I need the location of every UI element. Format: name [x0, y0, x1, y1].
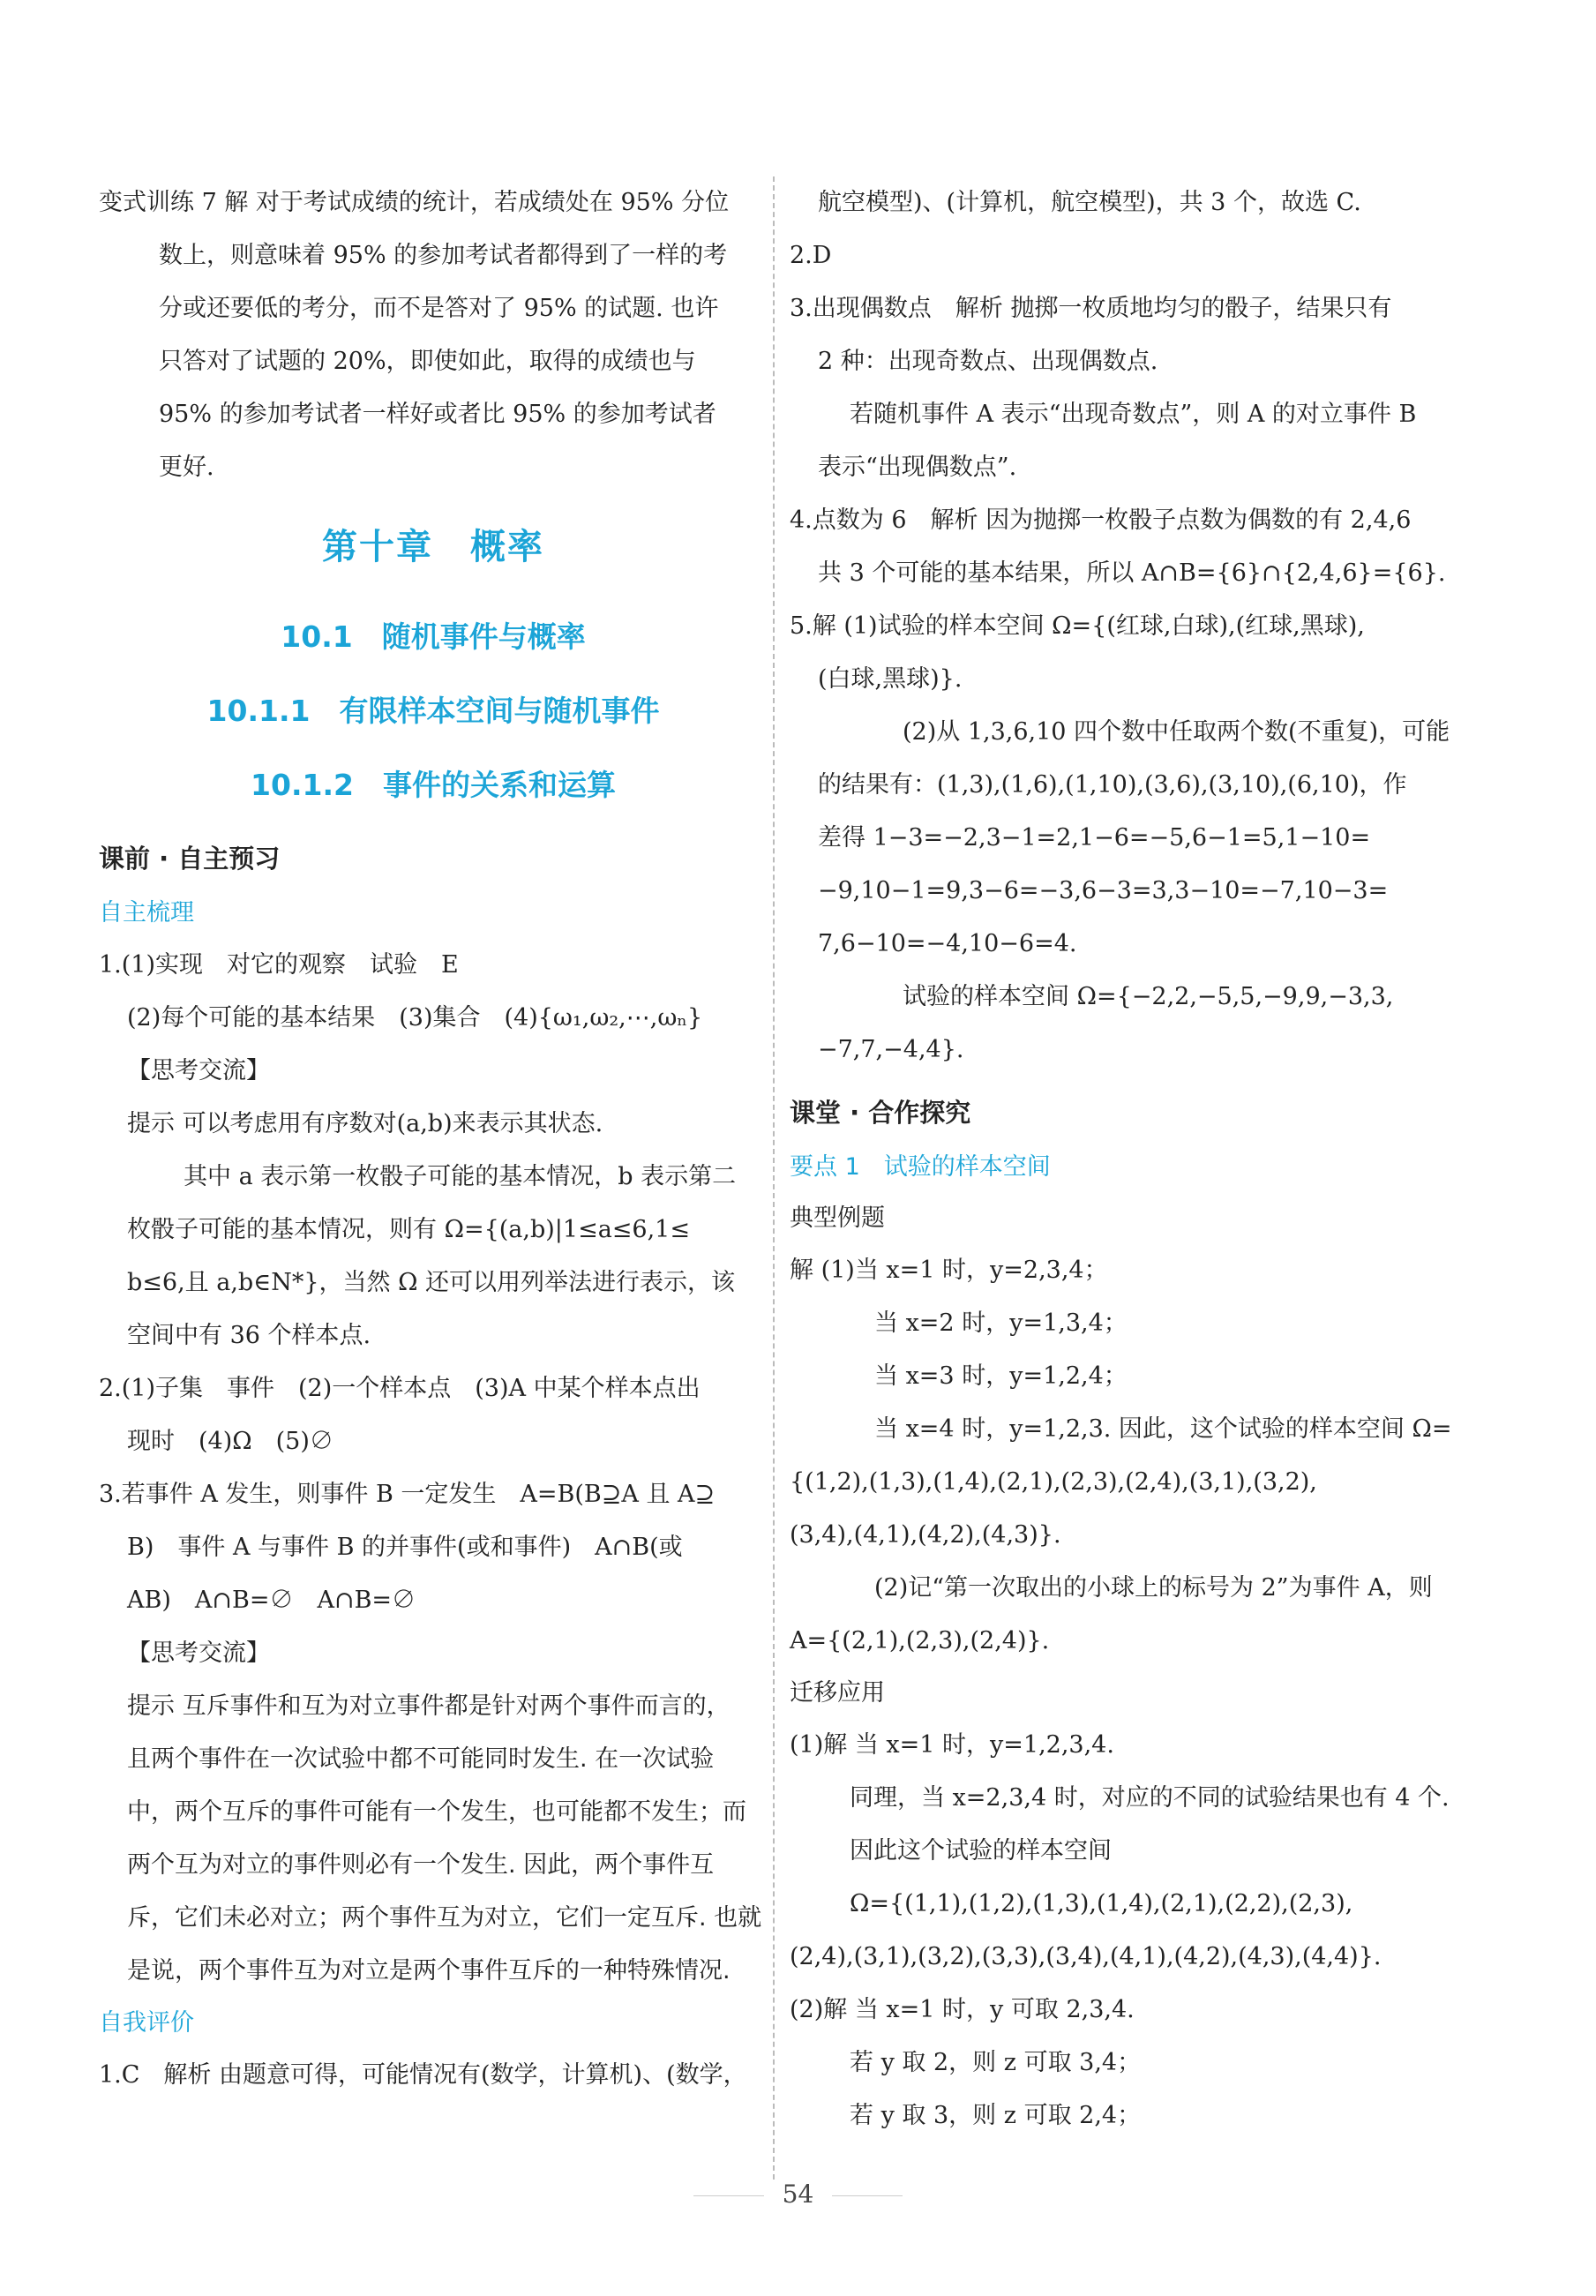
answer-line: 差得 1−3=−2,3−1=2,1−6=−5,6−1=5,1−10= [818, 824, 1371, 852]
page-number: 54 [782, 2180, 814, 2209]
answer-line: 2.D [790, 242, 832, 269]
point-label: 要点 1 试验的样本空间 [790, 1153, 1051, 1181]
answer-line: 若 y 取 3，则 z 可取 2,4； [850, 2102, 1142, 2129]
answer-line: 3.出现偶数点 解析 抛掷一枚质地均匀的骰子，结果只有 [790, 295, 1392, 322]
answer-line: 当 x=4 时，y=1,2,3. 因此，这个试验的样本空间 Ω= [874, 1415, 1452, 1443]
self-summary-label: 自主梳理 [99, 899, 194, 927]
variant-line: 数上，则意味着 95% 的参加考试者都得到了一样的考 [159, 242, 728, 269]
answer-line: 同理，当 x=2,3,4 时，对应的不同的试验结果也有 4 个. [850, 1784, 1450, 1812]
answer-line: AB) A∩B=∅ A∩B=∅ [127, 1587, 416, 1614]
answer-line: 因此这个试验的样本空间 [850, 1837, 1112, 1865]
answer-line: 共 3 个可能的基本结果，所以 A∩B={6}∩{2,4,6}={6}. [818, 559, 1446, 587]
class-heading: 课堂 · 合作探究 [790, 1098, 971, 1128]
answer-line: 1.C 解析 由题意可得，可能情况有(数学，计算机)、(数学， [99, 2061, 747, 2089]
chapter-title: 第十章 概率 [322, 527, 544, 567]
answer-line: −7,7,−4,4}. [818, 1036, 964, 1063]
variant-line: 分或还要低的考分，而不是答对了 95% 的试题. 也许 [159, 295, 719, 322]
answer-line: 其中 a 表示第一枚骰子可能的基本情况，b 表示第二 [184, 1163, 737, 1190]
footer-ornament [693, 2195, 764, 2196]
answer-line: (2,4),(3,1),(3,2),(3,3),(3,4),(4,1),(4,2),(4,3),(4,4)}. [790, 1943, 1382, 1970]
variant-line: 变式训练 7 解 对于考试成绩的统计，若成绩处在 95% 分位 [99, 189, 730, 216]
left-column [99, 176, 768, 2102]
variant-line: 95% 的参加考试者一样好或者比 95% 的参加考试者 [159, 401, 716, 428]
answer-line: 4.点数为 6 解析 因为抛掷一枚骰子点数为偶数的有 2,4,6 [790, 506, 1412, 534]
answer-line: 5.解 (1)试验的样本空间 Ω={(红球,白球),(红球,黑球), [790, 612, 1365, 640]
hint-line: 且两个事件在一次试验中都不可能同时发生. 在一次试验 [127, 1745, 715, 1773]
transfer-label: 迁移应用 [790, 1679, 885, 1707]
right-column [790, 176, 1469, 2142]
subsection-title: 10.1.1 有限样本空间与随机事件 [206, 694, 660, 728]
pre-class-heading: 课前 · 自主预习 [99, 844, 281, 874]
answer-line: Ω={(1,1),(1,2),(1,3),(1,4),(2,1),(2,2),(2,3), [850, 1890, 1353, 1917]
hint-line: 提示 互斥事件和互为对立事件都是针对两个事件而言的， [127, 1692, 731, 1720]
answer-line: B) 事件 A 与事件 B 的并事件(或和事件) A∩B(或 [127, 1534, 683, 1561]
example-label: 典型例题 [790, 1204, 885, 1232]
hint-line: 提示 可以考虑用有序数对(a,b)来表示其状态. [127, 1110, 603, 1137]
hint-line: 斥，它们未必对立；两个事件互为对立，它们一定互斥. 也就 [127, 1904, 762, 1932]
answer-line: 2 种：出现奇数点、出现偶数点. [818, 348, 1158, 375]
think-label: 【思考交流】 [127, 1639, 270, 1667]
hint-line: 两个互为对立的事件则必有一个发生. 因此，两个事件互 [127, 1851, 715, 1879]
answer-line: (2)每个可能的基本结果 (3)集合 (4){ω₁,ω₂,⋯,ωₙ} [127, 1004, 703, 1032]
answer-line: −9,10−1=9,3−6=−3,6−3=3,3−10=−7,10−3= [818, 877, 1389, 904]
answer-line: A={(2,1),(2,3),(2,4)}. [790, 1627, 1050, 1654]
hint-line: 中，两个互斥的事件可能有一个发生，也可能都不发生；而 [127, 1798, 746, 1826]
answer-line: 试验的样本空间 Ω={−2,2,−5,5,−9,9,−3,3, [903, 983, 1394, 1010]
answer-line: 3.若事件 A 发生，则事件 B 一定发生 A=B(B⊇A 且 A⊇ [99, 1481, 716, 1508]
answer-line: (2)解 当 x=1 时，y 可取 2,3,4. [790, 1996, 1135, 2023]
footer-ornament [832, 2195, 903, 2196]
answer-line: 当 x=2 时，y=1,3,4； [874, 1309, 1128, 1337]
answer-line: 7,6−10=−4,10−6=4. [818, 930, 1077, 957]
page-footer [0, 2180, 1596, 2209]
answer-line: {(1,2),(1,3),(1,4),(2,1),(2,3),(2,4),(3,1),(3,2), [790, 1468, 1317, 1496]
answer-line: (2)记“第一次取出的小球上的标号为 2”为事件 A，则 [874, 1574, 1433, 1602]
hint-line: 是说，两个事件互为对立是两个事件互斥的一种特殊情况. [127, 1957, 731, 1985]
answer-line: (2)从 1,3,6,10 四个数中任取两个数(不重复)，可能 [903, 718, 1450, 746]
answer-line: 航空模型)、(计算机，航空模型)，共 3 个，故选 C. [818, 189, 1361, 216]
answer-line: 1.(1)实现 对它的观察 试验 E [99, 951, 459, 979]
variant-line: 更好. [159, 454, 214, 481]
column-divider [773, 176, 775, 2180]
section-title: 10.1 随机事件与概率 [281, 619, 586, 654]
answer-line: 空间中有 36 个样本点. [127, 1322, 371, 1349]
answer-line: b≤6,且 a,b∈N*}，当然 Ω 还可以用列举法进行表示，该 [127, 1269, 736, 1296]
answer-line: 的结果有：(1,3),(1,6),(1,10),(3,6),(3,10),(6,10)，作 [818, 771, 1407, 799]
variant-line: 只答对了试题的 20%，即使如此，取得的成绩也与 [159, 348, 696, 375]
subsection-title: 10.1.2 事件的关系和运算 [251, 768, 616, 802]
answer-line: 当 x=3 时，y=1,2,4； [874, 1362, 1128, 1390]
answer-line: 枚骰子可能的基本情况，则有 Ω={(a,b)|1≤a≤6,1≤ [127, 1216, 690, 1243]
think-label: 【思考交流】 [127, 1057, 270, 1084]
answer-line: 若随机事件 A 表示“出现奇数点”，则 A 的对立事件 B [850, 401, 1417, 428]
answer-line: (1)解 当 x=1 时，y=1,2,3,4. [790, 1731, 1114, 1759]
answer-line: 解 (1)当 x=1 时，y=2,3,4； [790, 1257, 1108, 1284]
answer-line: 若 y 取 2，则 z 可取 3,4； [850, 2049, 1142, 2076]
answer-line: 现时 (4)Ω (5)∅ [127, 1428, 333, 1455]
answer-line: 2.(1)子集 事件 (2)一个样本点 (3)A 中某个样本点出 [99, 1375, 701, 1402]
self-eval-label: 自我评价 [99, 2009, 194, 2037]
answer-line: (3,4),(4,1),(4,2),(4,3)}. [790, 1521, 1061, 1549]
answer-line: 表示“出现偶数点”. [818, 454, 1017, 481]
answer-line: (白球,黑球)}. [818, 665, 963, 693]
